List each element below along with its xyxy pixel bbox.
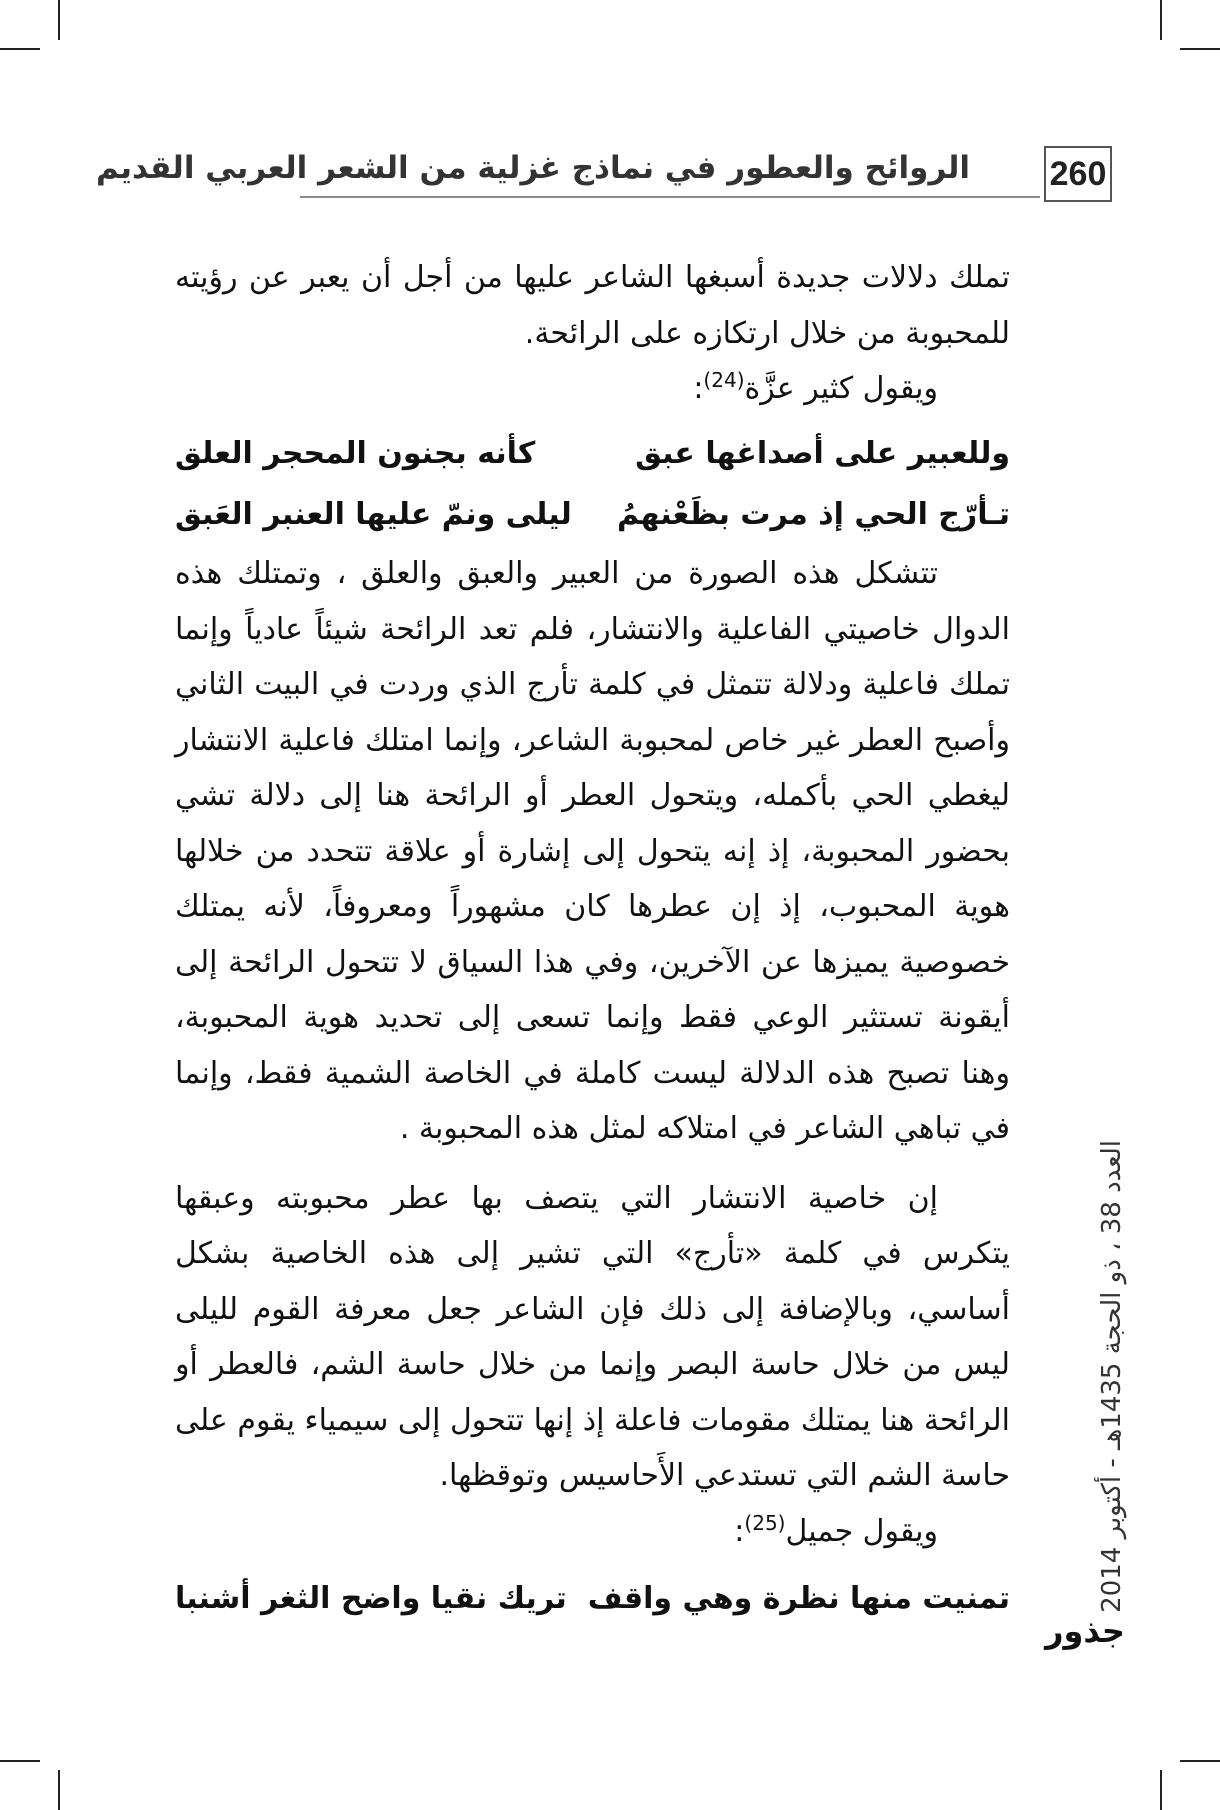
paragraph-opening: تملك دلالات جديدة أسبغها الشاعر عليها من أجل أن يعبر عن رؤيته للمحبوبة من خلال ارتكازه على الرائحة. [175, 260, 1010, 351]
intro-text: ويقول جميل [785, 1513, 938, 1549]
issue-info [1092, 1140, 1132, 1613]
crop-mark [1180, 1760, 1220, 1762]
crop-mark [58, 0, 60, 40]
journal-logo: جذور [1045, 1612, 1125, 1650]
crop-mark [58, 1770, 60, 1810]
verse-second-hemistich: تريك نقيا واضح الثغر أشنبا [175, 1580, 567, 1616]
verse-line [175, 1569, 1010, 1629]
header-divider [300, 196, 1040, 198]
article-body [175, 250, 1010, 1629]
footnote-ref: (24) [703, 368, 745, 392]
crop-mark [1160, 0, 1162, 40]
crop-mark [0, 48, 40, 50]
verse-line [175, 484, 1010, 546]
running-title: الروائح والعطور في نماذج غزلية من الشعر العربي القديم [96, 150, 970, 186]
verse-second-hemistich: ليلى ونمّ عليها العنبر العَبق [175, 497, 572, 532]
verse-first-hemistich: وللعبير على أصداغها عبق [635, 436, 1010, 471]
paragraph-diffusion: إن خاصية الانتشار التي يتصف بها عطر محبوبته وعبقها يتكرس في كلمة «تأرج» التي تشير إلى هذه الخاصية بشكل أساسي، وبالإضافة إلى ذلك فإن الشاعر جعل معرفة القوم لليلى ليس من خلال حاسة البصر وإنما من خلال حاسة الشم، فالعطر أو الرائحة هنا يمتلك مقومات فاعلة إذ إنها تتحول إلى سيمياء يقوم على حاسة الشم التي تستدعي الأَحاسيس وتوقظها. [175, 1180, 1010, 1493]
crop-mark [1180, 48, 1220, 50]
crop-mark [0, 1760, 40, 1762]
verse-introduction: ويقول جميل$^{(25)}$: [734, 1510, 938, 1549]
verse-first-hemistich: تـأرّج الحي إذ مرت بظَعْنهمُ [616, 497, 1010, 532]
verse-introduction: ويقول كثير عزَّة$^{(24)}$: [693, 368, 938, 406]
verse-second-hemistich: كأنه بجنون المحجر العلق [175, 436, 536, 471]
page-number: 260 [1044, 146, 1112, 202]
footnote-ref: (25) [744, 1510, 786, 1535]
issue-info-text: العدد 38 ، ذو الحجة 1435هـ - أكتوبر 2014 [1097, 1140, 1127, 1613]
verse-line [175, 424, 1010, 484]
paragraph-analysis: تتشكل هذه الصورة من العبير والعبق والعلق ، وتمتلك هذه الدوال خاصيتي الفاعلية والانتشار، فلم تعد الرائحة شيئاً عادياً وإنما تملك فاعلية ودلالة تتمثل في كلمة تأرج الذي وردت في البيت الثاني وأصبح العطر غير خاص لمحبوبة الشاعر، وإنما امتلك فاعلية الانتشار ليغطي الحي بأكمله، ويتحول العطر أو الرائحة هنا إلى دلالة تشي بحضور المحبوبة، إذ إنه يتحول إلى إشارة أو علاقة تتحدد من خلالها هوية المحبوب، إذ إن عطرها كان مشهوراً ومعروفاً، لأنه يمتلك خصوصية يميزها عن الآخرين، وفي هذا السياق لا تتحول الرائحة إلى أيقونة تستثير الوعي فقط وإنما تسعى إلى تحديد هوية المحبوبة، وهنا تصبح هذه الدلالة ليست كاملة في الخاصة الشمية فقط، وإنما في تباهي الشاعر في امتلاكه لمثل هذه المحبوبة . [175, 556, 1010, 1146]
verse-first-hemistich: تمنيت منها نظرة وهي واقف [587, 1580, 1010, 1616]
intro-text: ويقول كثير عزَّة [744, 371, 938, 406]
crop-mark [1160, 1770, 1162, 1810]
